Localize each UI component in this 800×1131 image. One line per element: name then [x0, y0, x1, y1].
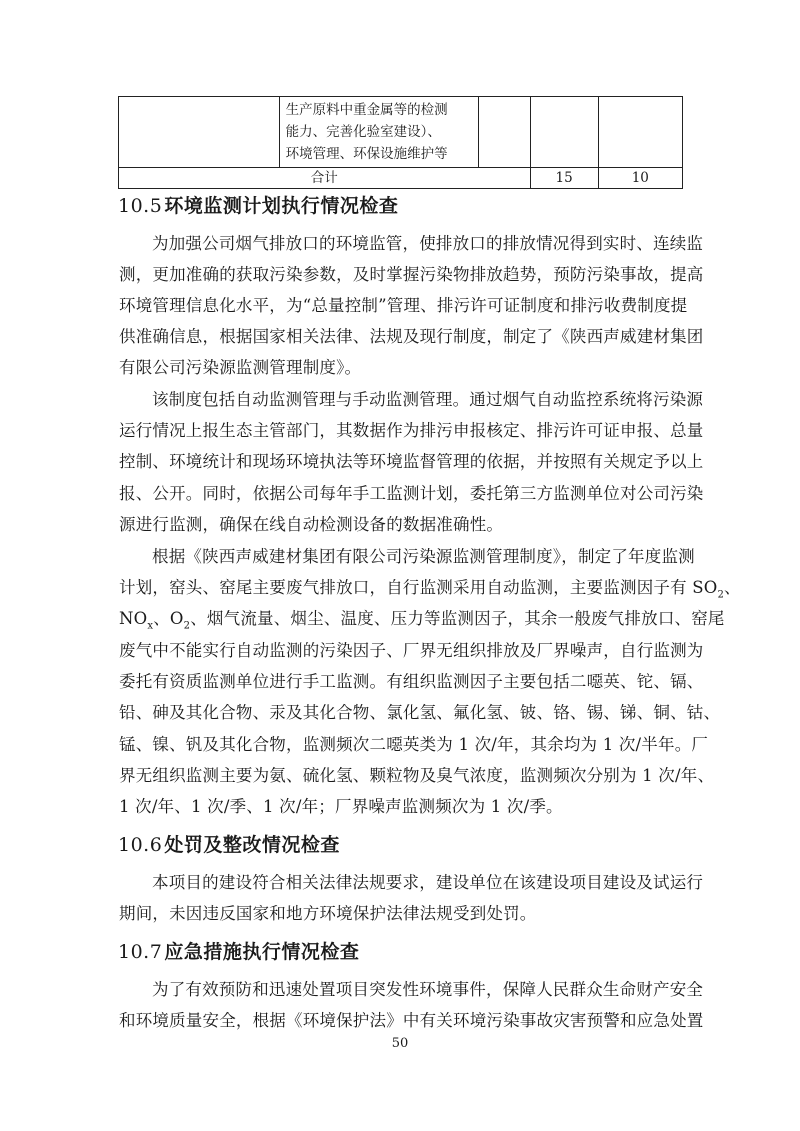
line-text: 、O [153, 609, 184, 628]
cell-line: 生产原料中重金属等的检测 [285, 102, 448, 118]
paragraph-line: 铅、砷及其化合物、汞及其化合物、氯化氢、氟化氢、铍、铬、锡、锑、铜、钴、 [119, 703, 721, 722]
paragraph-line: 废气中不能实行自动监测的污染因子、厂界无组织排放及厂界噪声，自行监测为 [119, 641, 704, 660]
section-title: 处罚及整改情况检查 [164, 834, 340, 856]
paragraph-line: 界无组织监测主要为氨、硫化氢、颗粒物及臭气浓度，监测频次分别为 1 次/年、 [119, 766, 715, 785]
section-title: 环境监测计划执行情况检查 [164, 195, 399, 217]
data-table [118, 96, 683, 189]
section-heading [118, 191, 398, 218]
paragraph-line [119, 574, 741, 601]
section-heading [118, 830, 340, 857]
paragraph-line: 委托有资质监测单位进行手工监测。有组织监测因子主要包括二噁英、铊、镉、 [119, 672, 704, 691]
paragraph-line: 本项目的建设符合相关法律法规要求，建设单位在该建设项目建设及试运行 [152, 873, 704, 892]
paragraph-line: 报、公开。同时，依据公司每年手工监测计划，委托第三方监测单位对公司污染 [119, 484, 704, 503]
table-row [119, 97, 683, 168]
paragraph-line: 供准确信息，根据国家相关法律、法规及现行制度，制定了《陕西声威建材集团 [119, 327, 704, 346]
paragraph-line: 期间，未因违反国家和地方环境保护法律法规受到处罚。 [119, 904, 537, 923]
subscript: 2 [183, 620, 191, 632]
section-heading [118, 937, 359, 964]
table-cell [530, 97, 598, 168]
section-title: 应急措施执行情况检查 [164, 941, 360, 963]
paragraph-line: 测，更加准确的获取污染参数，及时掌握污染物排放趋势，预防污染事故，提高 [119, 265, 704, 284]
paragraph-line [119, 605, 725, 632]
table-cell [119, 97, 280, 168]
table-cell [598, 97, 682, 168]
paragraph-line: 和环境质量安全，根据《环境保护法》中有关环境污染事故灾害预警和应急处置 [119, 1011, 704, 1030]
cell-line: 环境管理、环保设施维护等 [285, 146, 448, 162]
table-total-row [119, 168, 683, 189]
paragraph-line: 源进行监测，确保在线自动检测设备的数据准确性。 [119, 515, 504, 534]
line-text: 计划，窑头、窑尾主要废气排放口，自行监测采用自动监测，主要监测因子有 SO [119, 578, 718, 597]
total-label: 合计 [119, 168, 531, 189]
line-text: 、 [724, 578, 741, 597]
page-number: 50 [391, 1036, 409, 1051]
paragraph-line: 控制、环境统计和现场环境执法等环境监督管理的依据，并按照有关规定予以上 [119, 452, 704, 471]
line-text: NO [119, 609, 148, 628]
paragraph-line: 环境管理信息化水平，为“总量控制”管理、排污许可证制度和排污收费制度提 [119, 296, 688, 315]
cell-line: 能力、完善化验室建设）、 [285, 124, 441, 140]
paragraph-line: 锰、镍、钒及其化合物，监测频次二噁英类为 1 次/年，其余均为 1 次/半年。厂 [119, 735, 709, 754]
line-text: 、烟气流量、烟尘、温度、压力等监测因子，其余一般废气排放口、窑尾 [190, 609, 725, 628]
section-number: 10.6 [118, 834, 163, 856]
subscript: x [147, 620, 154, 632]
paragraph-line: 为了有效预防和迅速处置项目突发性环境事件，保障人民群众生命财产安全 [152, 980, 704, 999]
subscript: 2 [717, 589, 725, 601]
paragraph-line: 1 次/年、1 次/季、1 次/年；厂界噪声监测频次为 1 次/季。 [119, 797, 563, 816]
section-number: 10.7 [118, 941, 163, 963]
table-cell-description [279, 97, 478, 168]
paragraph-line: 该制度包括自动监测管理与手动监测管理。通过烟气自动监控系统将污染源 [152, 390, 704, 409]
paragraph-line: 为加强公司烟气排放口的环境监管，使排放口的排放情况得到实时、连续监 [152, 234, 704, 253]
total-value-2: 10 [598, 168, 682, 189]
paragraph-line: 运行情况上报生态主管部门，其数据作为排污申报核定、排污许可证申报、总量 [119, 421, 704, 440]
table-cell [478, 97, 530, 168]
section-number: 10.5 [118, 195, 163, 217]
paragraph-line: 根据《陕西声威建材集团有限公司污染源监测管理制度》，制定了年度监测 [152, 547, 695, 566]
total-value-1: 15 [530, 168, 598, 189]
paragraph-line: 有限公司污染源监测管理制度》。 [119, 358, 362, 377]
